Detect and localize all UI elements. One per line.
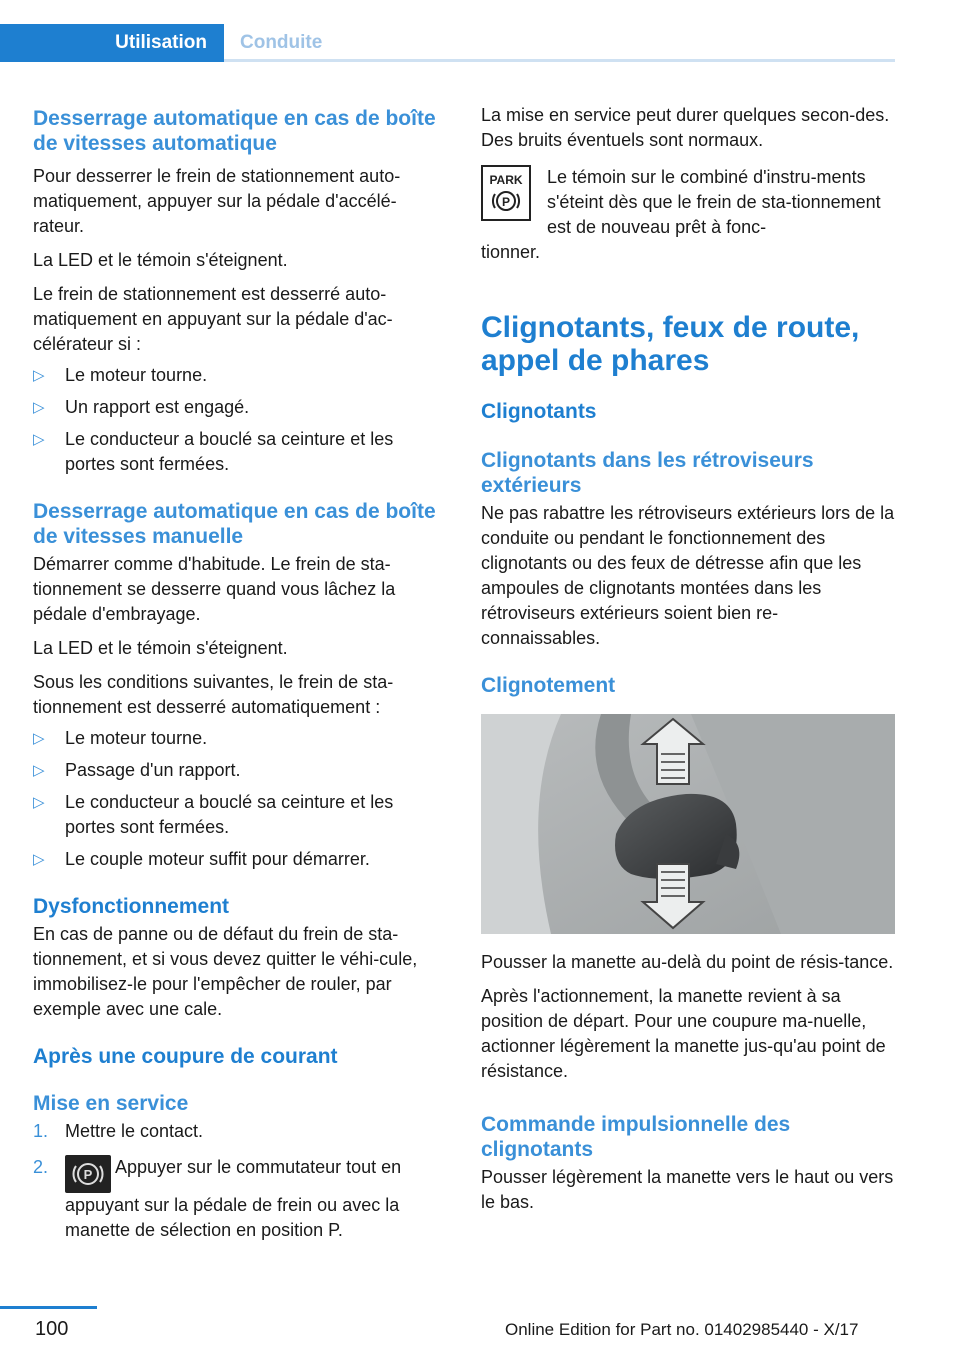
- numbered-list: [33, 1119, 447, 1243]
- heading-auto-release-automatic: Desserrage automatique en cas de boîte de vitesses automatique: [33, 107, 436, 155]
- turn-signal-lever-image: [481, 714, 895, 934]
- list-item: ▷ Le conducteur a bouclé sa ceinture et les portes sont fermées.: [33, 792, 394, 837]
- tab-underline: [224, 59, 895, 62]
- paragraph: Pousser légèrement la manette vers le haut ou vers le bas.: [481, 1167, 894, 1212]
- paragraph: La mise en service peut durer quelques secon-des. Des bruits éventuels sont normaux.: [481, 105, 890, 150]
- list-item: ▷ Passage d'un rapport.: [33, 758, 447, 783]
- heading-malfunction: Dysfonctionnement: [33, 895, 230, 918]
- paragraph: La LED et le témoin s'éteignent.: [33, 638, 288, 658]
- list-item: ▷ Un rapport est engagé.: [33, 395, 447, 420]
- paragraph: Pour desserrer le frein de stationnement auto-matiquement, appuyer sur la pédale d'accélé-rateur.: [33, 166, 401, 236]
- paragraph: La LED et le témoin s'éteignent.: [33, 250, 288, 270]
- list-item: 1. Mettre le contact.: [33, 1121, 204, 1141]
- bullet-list: [33, 363, 447, 477]
- page-number: 100: [35, 1318, 69, 1340]
- heading-impulse: Commande impulsionnelle des clignotants: [481, 1113, 791, 1161]
- paragraph: Le frein de stationnement est desserré auto-matiquement en appuyant sur la pédale d'ac-célérateur si :: [33, 284, 393, 354]
- heading-power-cut: Après une coupure de courant: [33, 1045, 338, 1068]
- svg-text:P: P: [83, 1167, 93, 1182]
- triangle-bullet-icon: ▷: [33, 730, 45, 747]
- paragraph: Sous les conditions suivantes, le frein de sta-tionnement est desserré automatiquement :: [33, 672, 394, 717]
- tab-utilisation[interactable]: Utilisation: [0, 24, 224, 62]
- paragraph: Pousser la manette au-delà du point de résis-tance.: [481, 952, 894, 972]
- heading-mirror-signals: Clignotants dans les rétroviseurs extérieurs: [481, 449, 814, 497]
- heading-flashing: Clignotement: [481, 674, 616, 697]
- triangle-bullet-icon: ▷: [33, 367, 45, 384]
- triangle-bullet-icon: ▷: [33, 431, 45, 448]
- triangle-bullet-icon: ▷: [33, 851, 45, 868]
- paragraph: En cas de panne ou de défaut du frein de sta-tionnement, et si vous devez quitter le véhi-cule, immobilisez-le pour l'empêcher de rouler, par exemple avec une cale.: [33, 924, 418, 1019]
- left-column: [33, 100, 447, 1243]
- list-item: ▷ Le moteur tourne.: [33, 726, 447, 751]
- list-item: 2. P Appuyer sur le commutateur tout en appuyant sur la pédale de frein ou avec la manette de sélection en position P.: [33, 1157, 402, 1240]
- heading-commissioning: Mise en service: [33, 1092, 189, 1115]
- heading-main: Clignotants, feux de route, appel de phares: [481, 311, 860, 377]
- list-item: ▷ Le conducteur a bouclé sa ceinture et les portes sont fermées.: [33, 429, 394, 474]
- list-item: ▷ Le moteur tourne.: [33, 363, 447, 388]
- svg-text:P: P: [501, 195, 511, 209]
- paragraph: Ne pas rabattre les rétroviseurs extérieurs lors de la conduite ou pendant le fonctionnement des clignotants ou des feux de détresse afin que les ampoules de clignotants montées dans les rétroviseurs extérieurs soient bien re-connaissables.: [481, 503, 895, 648]
- triangle-bullet-icon: ▷: [33, 794, 45, 811]
- paragraph: Démarrer comme d'habitude. Le frein de sta-tionnement se desserre quand vous lâchez la pédale d'embrayage.: [33, 554, 396, 624]
- triangle-bullet-icon: ▷: [33, 399, 45, 416]
- right-column: [481, 100, 895, 1215]
- heading-turn-signals: Clignotants: [481, 400, 597, 423]
- triangle-bullet-icon: ▷: [33, 762, 45, 779]
- tab-bar: [0, 0, 895, 62]
- paragraph: Après l'actionnement, la manette revient à sa position de départ. Pour une coupure ma-nuelle, actionner légèrement la manette jus-qu'au point de résistance.: [481, 986, 886, 1081]
- footer-rule: [0, 1306, 97, 1309]
- tab-conduite[interactable]: Conduite: [240, 32, 323, 53]
- list-item: ▷ Le couple moteur suffit pour démarrer.: [33, 847, 447, 872]
- parking-brake-switch-icon: [65, 1155, 111, 1193]
- paragraph: tionner.: [481, 242, 541, 262]
- park-warning-icon: [481, 165, 531, 221]
- park-indicator-block: [481, 165, 895, 240]
- heading-auto-release-manual: Desserrage automatique en cas de boîte de vitesses manuelle: [33, 500, 436, 548]
- edition-label: Online Edition for Part no. 01402985440 - X/17: [505, 1320, 859, 1339]
- paragraph: Le témoin sur le combiné d'instru-ments s'éteint dès que le frein de sta-tionnement est de nouveau prêt à fonc-: [547, 167, 881, 237]
- bullet-list: [33, 726, 447, 872]
- park-label: PARK: [489, 173, 523, 187]
